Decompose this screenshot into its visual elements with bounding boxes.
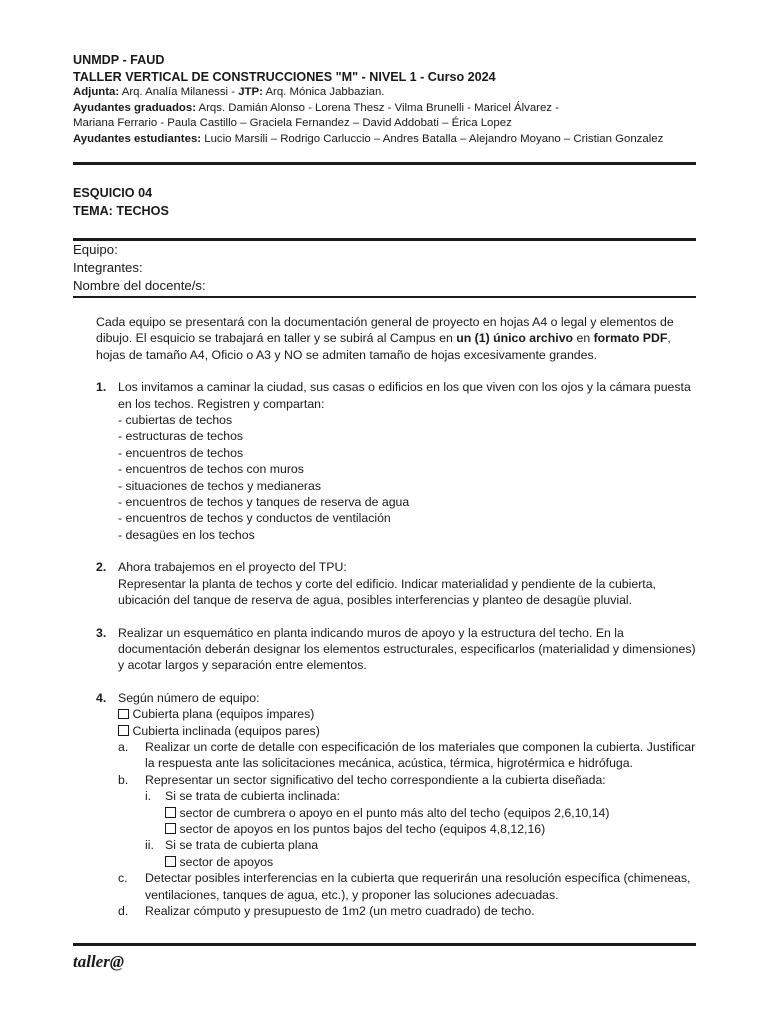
graduados-line-2: Mariana Ferrario - Paula Castillo – Graciela Fernandez – David Addobati – Érica Lopez [73, 117, 512, 129]
checkbox-icon [165, 856, 176, 867]
item-1 [96, 379, 696, 543]
item-1-text: Los invitamos a caminar la ciudad, sus casas o edificios en los que viven con los ojos y la cámara puesta en los techos. Registren y compartan: [118, 380, 691, 411]
option-plana [118, 706, 696, 722]
item-4b-text: Representar un sector significativo del techo correspondiente a la cubierta diseñada: [145, 772, 606, 787]
item-2 [96, 559, 696, 608]
adjunta-value: Arq. Analía Milanessi - [119, 86, 239, 98]
document-header [73, 52, 696, 147]
instructions-body [96, 314, 696, 919]
intro-text-1: Cada equipo se presentará con la documentación general de proyecto en hojas A4 o legal y elementos de dibujo. El esquicio se trabajará en taller y se subirá al Campus en [96, 315, 674, 346]
item-4b-ii [145, 837, 696, 870]
item-4a-letter: a. [118, 739, 129, 754]
list-item: - encuentros de techos con muros [118, 462, 304, 477]
intro-bold-1: un (1) único archivo [456, 331, 574, 346]
item-4c-letter: c. [118, 871, 128, 886]
option-apoyos-bajos [165, 821, 696, 837]
option-inclinada-label: Cubierta inclinada (equipos pares) [132, 723, 320, 738]
equipo-field: Equipo: [73, 242, 118, 257]
exercise-theme: TEMA: TECHOS [73, 204, 169, 218]
item-4b-ii-numeral: ii. [145, 838, 154, 853]
item-4a-text: Realizar un corte de detalle con especificación de los materiales que componen la cubierta. Justificar la respuesta ante las solicitaciones mecánica, acústica, térmica, higrotérmica e hidrófuga. [145, 739, 696, 771]
course-title: TALLER VERTICAL DE CONSTRUCCIONES "M" - NIVEL 1 - Curso 2024 [73, 69, 496, 84]
divider-team [73, 296, 696, 298]
estudiantes-line [73, 132, 696, 148]
item-1-number: 1. [96, 380, 107, 395]
list-item: - cubiertas de techos [118, 413, 233, 428]
list-item: - situaciones de techos y medianeras [118, 478, 322, 493]
item-4d-text: Realizar cómputo y presupuesto de 1m2 (un metro cuadrado) de techo. [145, 904, 535, 918]
item-3-number: 3. [96, 625, 107, 640]
checkbox-icon [118, 709, 129, 720]
list-item: - desagües en los techos [118, 527, 255, 542]
list-item: - encuentros de techos y conductos de ventilación [118, 511, 391, 526]
item-2-number: 2. [96, 560, 107, 575]
checkbox-icon [118, 725, 129, 736]
graduados-line [73, 101, 696, 117]
item-3 [96, 625, 696, 674]
item-4b-i-numeral: i. [145, 789, 152, 804]
list-item: - estructuras de techos [118, 429, 244, 444]
integrantes-field: Integrantes: [73, 260, 143, 275]
option-plana-label: Cubierta plana (equipos impares) [132, 707, 315, 722]
adjunta-label: Adjunta: [73, 86, 120, 98]
option-sector-apoyos [165, 854, 696, 870]
graduados-value: Arqs. Damián Alonso - Lorena Thesz - Vilma Brunelli - Maricel Álvarez - [196, 101, 559, 114]
team-fields [73, 241, 206, 295]
option-inclinada [118, 723, 696, 739]
checkbox-icon [165, 807, 176, 818]
item-4d-letter: d. [118, 904, 129, 918]
estudiantes-label: Ayudantes estudiantes: [73, 132, 202, 145]
adjunta-line [73, 85, 696, 101]
list-item: - encuentros de techos y tanques de reserva de agua [118, 495, 410, 510]
option-apoyos-bajos-label: sector de apoyos en los puntos bajos del techo (equipos 4,8,12,16) [179, 821, 546, 836]
exercise-title: ESQUICIO 04 [73, 186, 153, 200]
item-4a [118, 739, 696, 772]
intro-text-2: en [573, 331, 594, 346]
item-4d [118, 903, 696, 919]
graduados-label: Ayudantes graduados: [73, 101, 196, 114]
item-2-detail: Representar la planta de techos y corte del edificio. Indicar materialidad y pendiente de la cubierta, ubicación del tanque de reserva de agua, posibles interferencias y planteo de desagüe pluvial. [118, 576, 656, 608]
estudiantes-value: Lucio Marsili – Rodrigo Carluccio – Andres Batalla – Alejandro Moyano – Cristian Gonzalez [201, 132, 664, 145]
option-cumbrera [165, 805, 696, 821]
item-4b-letter: b. [118, 772, 129, 787]
jtp-label: JTP: [238, 86, 263, 98]
list-item: - encuentros de techos [118, 445, 244, 460]
item-4 [96, 690, 696, 920]
checkbox-icon [165, 823, 176, 834]
item-4-number: 4. [96, 690, 107, 705]
exercise-heading [73, 184, 169, 220]
intro-bold-2: formato PDF [593, 331, 668, 346]
item-4b [118, 772, 696, 870]
institution: UNMDP - FAUD [73, 53, 165, 67]
item-2-text: Ahora trabajemos en el proyecto del TPU: [118, 560, 347, 575]
option-cumbrera-label: sector de cumbrera o apoyo en el punto más alto del techo (equipos 2,6,10,14) [179, 805, 610, 820]
item-4b-ii-text: Si se trata de cubierta plana [165, 838, 319, 853]
footer-logo: taller@ [73, 952, 124, 971]
item-3-text: Realizar un esquemático en planta indicando muros de apoyo y la estructura del techo. En la documentación deberán designar los elementos estructurales, especificarlos (materialidad y dimensiones) y acotar largos y separación entre elementos. [118, 625, 696, 673]
divider-top [73, 162, 696, 165]
item-4c [118, 870, 696, 903]
jtp-value: Arq. Mónica Jabbazian. [262, 86, 385, 98]
item-4c-text: Detectar posibles interferencias en la cubierta que requerirán una resolución específica (chimeneas, ventilaciones, tanques de agua, etc.), y proponer las soluciones adecuadas. [145, 871, 691, 902]
divider-bottom [73, 943, 696, 946]
option-sector-apoyos-label: sector de apoyos [179, 854, 274, 869]
item-4-text: Según número de equipo: [118, 690, 260, 705]
item-1-list [118, 412, 696, 543]
intro-paragraph [96, 314, 696, 363]
intro-text-3: , hojas de tamaño A4, Oficio o A3 y NO se admiten tamaño de hojas excesivamente grandes. [96, 331, 671, 362]
docente-field: Nombre del docente/s: [73, 278, 206, 293]
item-4b-i [145, 788, 696, 837]
item-4b-i-text: Si se trata de cubierta inclinada: [165, 789, 340, 804]
